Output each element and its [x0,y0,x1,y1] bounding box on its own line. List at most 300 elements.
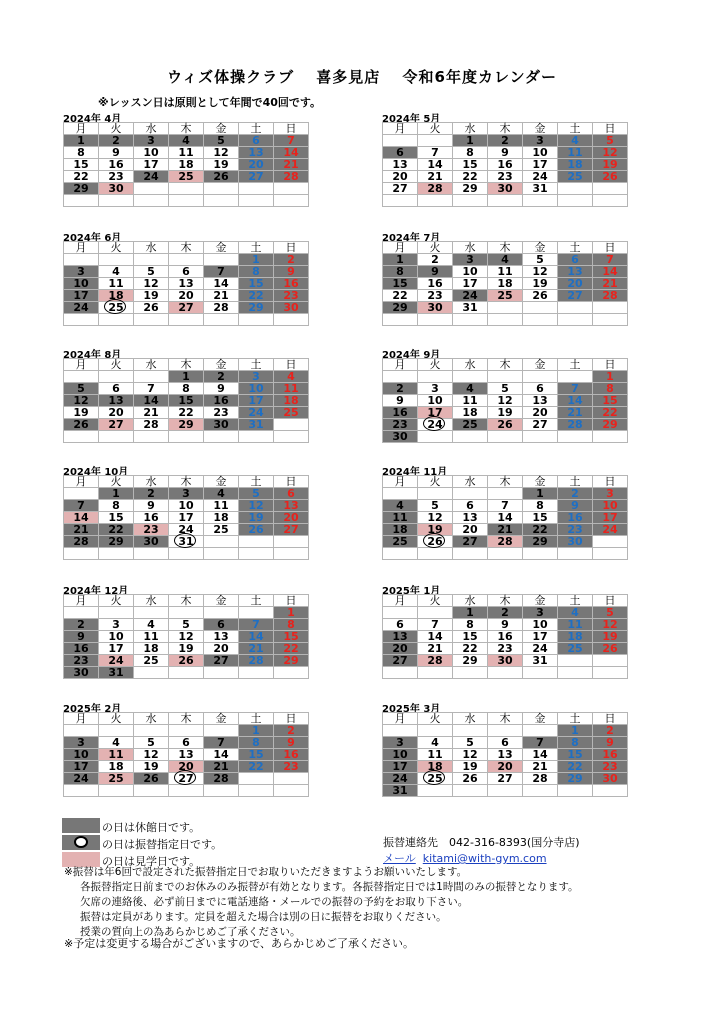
weekday-header: 月 [383,595,418,607]
week-row [64,195,309,207]
day-cell: 14 [488,512,523,524]
day-cell: 16 [274,278,309,290]
day-cell: 21 [134,407,169,419]
day-cell: 24 [99,655,134,667]
day-cell: 2 [134,488,169,500]
week-row [64,737,309,749]
empty-cell [64,725,99,737]
day-cell: 1 [453,607,488,619]
empty-cell [99,314,134,326]
day-cell: 19 [523,278,558,290]
day-cell: 25 [558,643,593,655]
weekday-header: 火 [99,476,134,488]
empty-cell [169,548,204,560]
empty-cell [134,785,169,797]
day-cell: 26 [134,773,169,785]
day-cell: 1 [64,135,99,147]
day-cell: 23 [488,171,523,183]
empty-cell [418,314,453,326]
day-cell: 26 [204,171,239,183]
day-cell: 19 [169,643,204,655]
day-cell: 5 [169,619,204,631]
day-cell: 23 [274,761,309,773]
day-cell: 31 [99,667,134,679]
empty-cell [169,254,204,266]
weekday-header: 木 [169,123,204,135]
day-cell: 8 [274,619,309,631]
weekday-header: 日 [593,359,628,371]
weekday-header: 月 [383,242,418,254]
weekday-header: 土 [239,595,274,607]
week-row [383,737,628,749]
day-cell: 28 [418,183,453,195]
day-cell: 6 [239,135,274,147]
weekday-header: 水 [453,242,488,254]
legend-visit-text: の日は見学日です。 [102,855,201,868]
empty-cell [99,785,134,797]
day-cell: 24 [418,419,453,431]
empty-cell [593,536,628,548]
day-cell: 21 [204,761,239,773]
empty-cell [453,667,488,679]
day-cell: 29 [453,183,488,195]
empty-cell [418,607,453,619]
week-row [383,548,628,560]
month-label: 2024年 10月 [63,467,129,478]
weekday-header: 金 [523,595,558,607]
day-cell: 15 [239,749,274,761]
weekday-header: 月 [64,359,99,371]
empty-cell [64,371,99,383]
empty-cell [204,548,239,560]
empty-cell [418,488,453,500]
day-cell: 2 [274,254,309,266]
weekday-header: 日 [593,242,628,254]
day-cell: 26 [593,171,628,183]
day-cell: 20 [488,761,523,773]
day-cell: 10 [593,500,628,512]
month-table [63,358,309,443]
day-cell: 1 [239,254,274,266]
week-row [64,500,309,512]
day-cell: 1 [558,725,593,737]
day-cell: 27 [169,773,204,785]
empty-cell [453,488,488,500]
day-cell: 26 [453,773,488,785]
day-cell: 13 [523,395,558,407]
day-cell: 16 [204,395,239,407]
empty-cell [64,431,99,443]
day-cell: 29 [383,302,418,314]
empty-cell [383,667,418,679]
day-cell: 30 [204,419,239,431]
week-row [383,171,628,183]
final-note: ※予定は変更する場合がございますので、あらかじめご了承ください。 [64,937,414,950]
week-row [383,395,628,407]
empty-cell [134,431,169,443]
day-cell: 3 [593,488,628,500]
day-cell: 12 [134,278,169,290]
weekday-header: 土 [558,476,593,488]
weekday-header: 月 [383,713,418,725]
day-cell: 20 [274,512,309,524]
day-cell: 9 [64,631,99,643]
day-cell: 28 [558,419,593,431]
legend-closed-text: の日は休館日です。 [102,821,201,834]
empty-cell [593,548,628,560]
day-cell: 18 [418,761,453,773]
week-row [64,383,309,395]
weekday-header: 金 [204,123,239,135]
empty-cell [99,195,134,207]
empty-cell [204,254,239,266]
day-cell: 25 [274,407,309,419]
week-row [64,135,309,147]
empty-cell [169,314,204,326]
day-cell: 29 [239,302,274,314]
month-table [63,241,309,326]
day-cell: 24 [169,524,204,536]
weekday-header: 水 [453,595,488,607]
empty-cell [204,195,239,207]
day-cell: 26 [488,419,523,431]
day-cell: 22 [453,171,488,183]
day-cell: 8 [64,147,99,159]
weekday-header: 水 [134,242,169,254]
weekday-header: 土 [558,242,593,254]
empty-cell [239,431,274,443]
weekday-header: 月 [383,123,418,135]
weekday-header: 月 [64,123,99,135]
day-cell: 19 [488,407,523,419]
day-cell: 4 [383,500,418,512]
day-cell: 17 [169,512,204,524]
week-row [64,548,309,560]
day-cell: 28 [523,773,558,785]
empty-cell [558,431,593,443]
mail-link[interactable]: kitami@with-gym.com [422,852,547,865]
empty-cell [523,548,558,560]
weekday-header: 火 [418,359,453,371]
day-cell: 19 [64,407,99,419]
day-cell: 29 [169,419,204,431]
day-cell: 12 [593,147,628,159]
day-cell: 10 [523,619,558,631]
week-row [64,749,309,761]
empty-cell [523,302,558,314]
empty-cell [418,667,453,679]
day-cell: 31 [523,655,558,667]
month-label: 2025年 2月 [63,704,122,715]
month-table [63,122,309,207]
day-cell: 24 [64,302,99,314]
empty-cell [523,785,558,797]
month-table [63,475,309,560]
day-cell: 30 [64,667,99,679]
day-cell: 25 [488,290,523,302]
day-cell: 19 [134,761,169,773]
day-cell: 24 [593,524,628,536]
month-label: 2024年 6月 [63,233,122,244]
day-cell: 16 [64,643,99,655]
day-cell: 11 [204,500,239,512]
day-cell: 15 [99,512,134,524]
day-cell: 16 [558,512,593,524]
empty-cell [239,785,274,797]
week-row [64,395,309,407]
weekday-header: 火 [99,242,134,254]
week-row [64,419,309,431]
week-row [64,159,309,171]
day-cell: 30 [488,655,523,667]
day-cell: 20 [169,761,204,773]
empty-cell [453,785,488,797]
day-cell: 12 [418,512,453,524]
day-cell: 21 [418,171,453,183]
day-cell: 7 [488,500,523,512]
day-cell: 15 [523,512,558,524]
weekday-header-row [64,476,309,488]
day-cell: 26 [523,290,558,302]
day-cell: 28 [418,655,453,667]
empty-cell [558,655,593,667]
weekday-header: 日 [274,359,309,371]
day-cell: 20 [169,290,204,302]
day-cell: 13 [488,749,523,761]
day-cell: 3 [169,488,204,500]
empty-cell [418,135,453,147]
day-cell: 14 [204,278,239,290]
day-cell: 12 [239,500,274,512]
day-cell: 24 [64,773,99,785]
empty-cell [274,548,309,560]
day-cell: 28 [239,655,274,667]
day-cell: 22 [239,290,274,302]
empty-cell [488,195,523,207]
weekday-header: 土 [558,713,593,725]
day-cell: 19 [134,290,169,302]
day-cell: 19 [204,159,239,171]
empty-cell [239,195,274,207]
day-cell: 27 [169,302,204,314]
day-cell: 24 [134,171,169,183]
day-cell: 30 [383,431,418,443]
day-cell: 4 [274,371,309,383]
empty-cell [453,371,488,383]
day-cell: 3 [418,383,453,395]
week-row [64,183,309,195]
weekday-header: 木 [488,595,523,607]
empty-cell [169,725,204,737]
day-cell: 25 [169,171,204,183]
week-row [383,643,628,655]
day-cell: 29 [64,183,99,195]
empty-cell [383,725,418,737]
week-row [64,536,309,548]
day-cell: 20 [204,643,239,655]
week-row [64,667,309,679]
empty-cell [169,667,204,679]
day-cell: 25 [558,171,593,183]
day-cell: 13 [204,631,239,643]
week-row [383,631,628,643]
weekday-header: 水 [134,123,169,135]
empty-cell [488,785,523,797]
day-cell: 5 [418,500,453,512]
day-cell: 27 [204,655,239,667]
day-cell: 31 [383,785,418,797]
day-cell: 31 [239,419,274,431]
day-cell: 14 [593,266,628,278]
day-cell: 1 [523,488,558,500]
empty-cell [453,548,488,560]
empty-cell [134,667,169,679]
empty-cell [453,195,488,207]
day-cell: 17 [418,407,453,419]
day-cell: 24 [523,171,558,183]
day-cell: 14 [204,749,239,761]
day-cell: 3 [453,254,488,266]
day-cell: 27 [383,183,418,195]
empty-cell [488,725,523,737]
day-cell: 5 [134,737,169,749]
day-cell: 5 [453,737,488,749]
week-row [383,314,628,326]
day-cell: 17 [593,512,628,524]
week-row [64,725,309,737]
empty-cell [488,302,523,314]
day-cell: 20 [523,407,558,419]
empty-cell [274,667,309,679]
weekday-header: 水 [453,713,488,725]
day-cell: 26 [169,655,204,667]
day-cell: 18 [134,643,169,655]
weekday-header-row [64,713,309,725]
empty-cell [558,195,593,207]
weekday-header: 金 [204,713,239,725]
day-cell: 9 [418,266,453,278]
week-row [383,159,628,171]
empty-cell [488,548,523,560]
day-cell: 7 [204,266,239,278]
day-cell: 24 [239,407,274,419]
empty-cell [239,773,274,785]
day-cell: 26 [418,536,453,548]
empty-cell [274,419,309,431]
week-row [64,314,309,326]
month-label: 2024年 7月 [382,233,441,244]
day-cell: 23 [134,524,169,536]
day-cell: 13 [558,266,593,278]
month-table [382,594,628,679]
day-cell: 10 [383,749,418,761]
empty-cell [169,183,204,195]
day-cell: 9 [593,737,628,749]
empty-cell [383,314,418,326]
empty-cell [134,195,169,207]
circle-icon [74,836,88,848]
day-cell: 24 [523,643,558,655]
day-cell: 7 [593,254,628,266]
day-cell: 3 [134,135,169,147]
empty-cell [274,195,309,207]
contact-mail[interactable] [383,850,547,866]
day-cell: 2 [274,725,309,737]
day-cell: 2 [99,135,134,147]
empty-cell [488,314,523,326]
day-cell: 4 [99,266,134,278]
empty-cell [239,548,274,560]
day-cell: 21 [64,524,99,536]
day-cell: 16 [593,749,628,761]
weekday-header: 木 [488,123,523,135]
day-cell: 17 [64,761,99,773]
day-cell: 28 [134,419,169,431]
week-row [383,431,628,443]
month-label: 2024年 11月 [382,467,448,478]
day-cell: 10 [418,395,453,407]
day-cell: 10 [523,147,558,159]
empty-cell [99,725,134,737]
day-cell: 28 [488,536,523,548]
empty-cell [523,431,558,443]
day-cell: 5 [593,135,628,147]
day-cell: 19 [453,761,488,773]
substitute-day-circle [423,416,445,431]
weekday-header: 月 [64,713,99,725]
empty-cell [523,725,558,737]
day-cell: 10 [239,383,274,395]
weekday-header: 火 [418,123,453,135]
lesson-count-note: ※レッスン日は原則として年間で40回です。 [98,96,322,109]
day-cell: 7 [418,619,453,631]
weekday-header: 土 [239,713,274,725]
weekday-header: 日 [593,713,628,725]
day-cell: 6 [99,383,134,395]
day-cell: 5 [64,383,99,395]
day-cell: 8 [453,147,488,159]
day-cell: 1 [169,371,204,383]
page-title: ウィズ体操クラブ 喜多見店 令和6年度カレンダー [166,68,557,86]
week-row [383,655,628,667]
day-cell: 6 [453,500,488,512]
month-table [63,712,309,797]
day-cell: 24 [383,773,418,785]
day-cell: 18 [558,631,593,643]
week-row [383,195,628,207]
day-cell: 27 [558,290,593,302]
empty-cell [64,254,99,266]
day-cell: 8 [453,619,488,631]
weekday-header: 木 [488,476,523,488]
day-cell: 24 [453,290,488,302]
empty-cell [593,431,628,443]
empty-cell [204,536,239,548]
empty-cell [593,195,628,207]
day-cell: 9 [383,395,418,407]
week-row [383,407,628,419]
day-cell: 31 [169,536,204,548]
day-cell: 17 [239,395,274,407]
week-row [64,302,309,314]
weekday-header-row [383,595,628,607]
day-cell: 17 [64,290,99,302]
weekday-header: 水 [453,359,488,371]
day-cell: 8 [558,737,593,749]
day-cell: 6 [274,488,309,500]
month-table [382,712,628,797]
day-cell: 5 [239,488,274,500]
